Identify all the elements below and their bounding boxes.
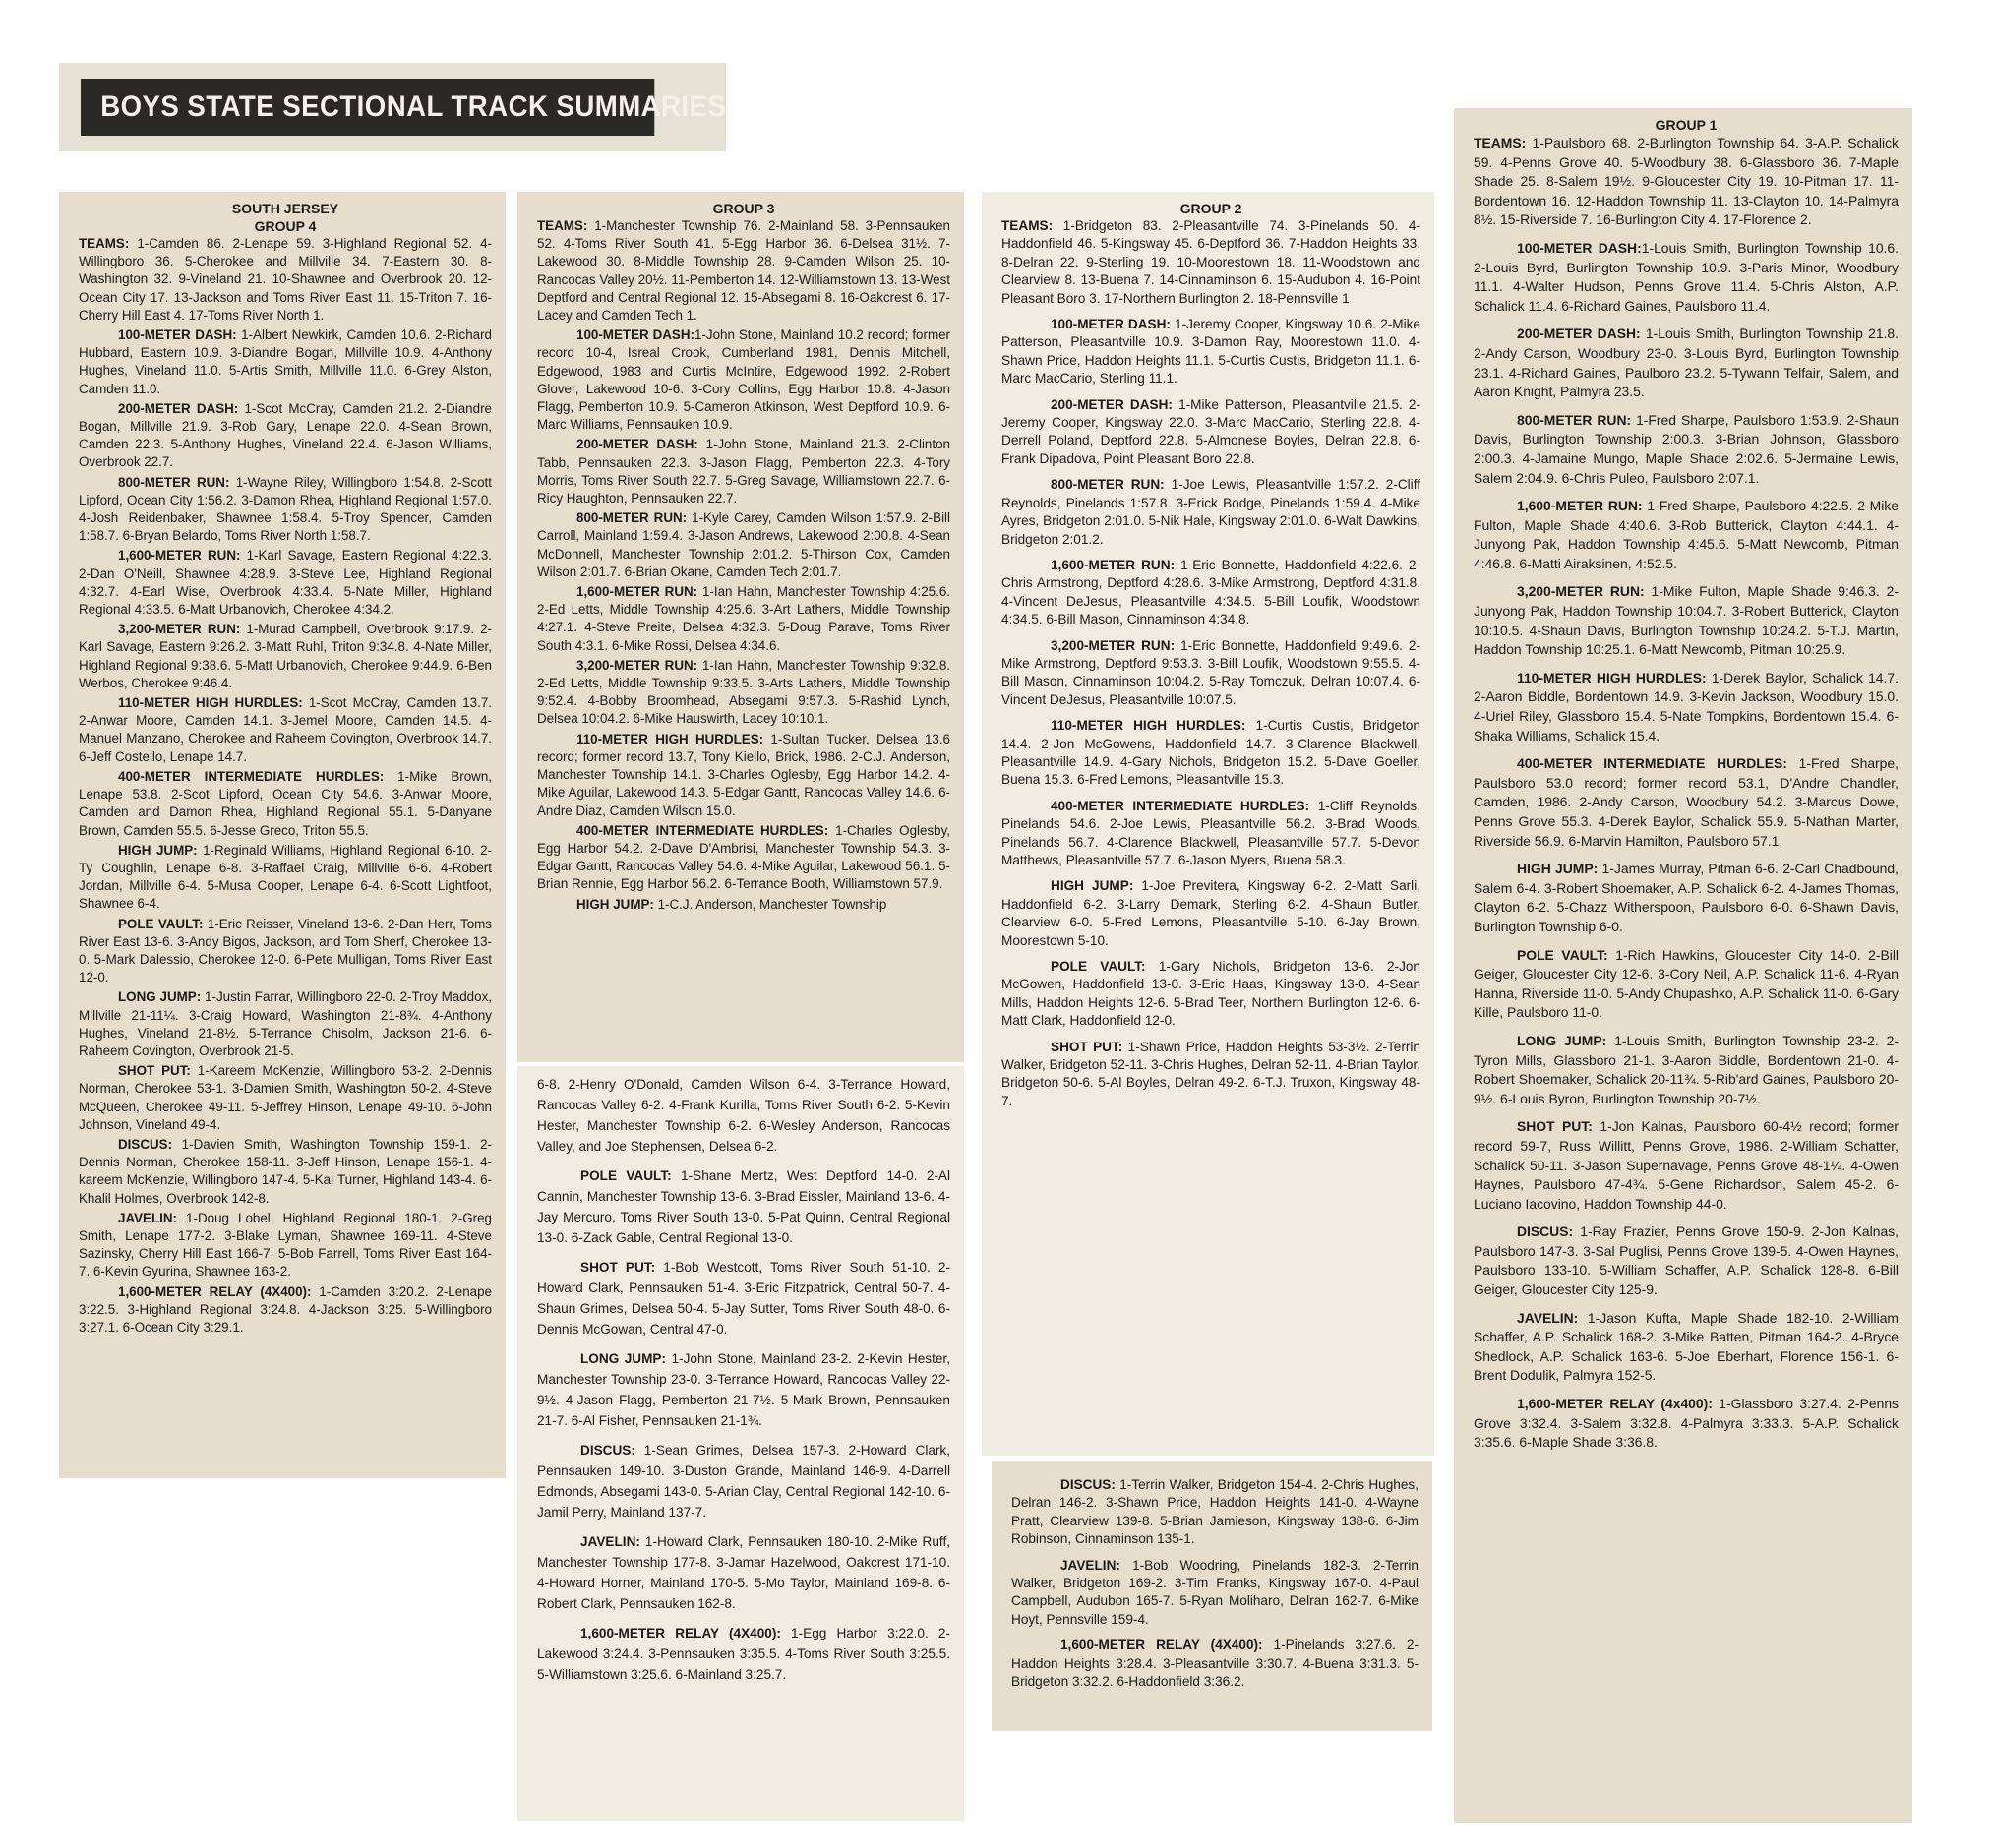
event-results: 1-Kareem McKenzie, Willingboro 53-2. 2-Dennis Norman, Cherokee 53-1. 3-Damien Smith, Washington 50-2. 4-Steve McQueen, Cherokee 49-11. 5-Jeffrey Hinson, Lenape 49-10. 6-John Johnson, Vineland 49-4. — [79, 1063, 492, 1132]
event-label: 400-METER INTERMEDIATE HURDLES: — [576, 822, 829, 838]
result-entry — [1474, 1222, 1899, 1299]
result-entry — [1474, 1309, 1899, 1386]
result-entry — [79, 547, 492, 619]
event-results: 1-Scot McCray, Camden 21.2. 2-Diandre Bogan, Millville 21.9. 3-Rob Gary, Lenape 22.0. 4-Sean Brown, Camden 22.3. 5-Anthony Hughes, Vineland 22.4. 6-Jason Williams, Overbrook 22.7. — [79, 400, 492, 470]
result-entry — [79, 988, 492, 1060]
event-results: 1-Charles Oglesby, Egg Harbor 54.2. 2-Dave D'Ambrisi, Manchester Township 54.3. 3-Edgar Gantt, Rancocas Valley 54.6. 4-Mike Aguilar, Lakewood 56.1. 5-Brian Rennie, Egg Harbor 56.2. 6-Terrance Booth, Williamstown 57.9. — [537, 822, 951, 892]
event-label: 100-METER DASH: — [1517, 239, 1642, 256]
event-label: 800-METER RUN: — [1517, 411, 1632, 428]
result-entry — [1474, 497, 1899, 573]
result-entry — [1474, 1032, 1899, 1108]
result-entry — [79, 621, 492, 692]
result-entry — [537, 583, 950, 655]
results-list — [1001, 217, 1420, 1110]
event-results: 1-Egg Harbor 3:22.0. 2-Lakewood 3:24.4. 3-Pennsauken 3:35.5. 4-Toms River South 3:25.5. 5-Williamstown 3:25.6. 6-Mainland 3:25.7. — [537, 1626, 950, 1682]
results-list — [537, 1074, 950, 1685]
clipping-group-1 — [1454, 108, 1912, 1823]
result-entry — [79, 768, 492, 840]
result-entry — [79, 400, 492, 472]
event-label: 110-METER HIGH HURDLES: — [118, 695, 303, 711]
result-entry — [537, 1074, 950, 1157]
event-results: 1-Jon Kalnas, Paulsboro 60-4½ record; former record 59-7, Russ Willitt, Penns Grove, 1986. 2-William Schatter, Schalick 50-11. 3-Jason Supernavage, Penns Grove 48-1¼. 4-Owen Haynes, Paulsboro 47-4¾. 5-Gene Richardson, Salem 45-2. 6-Luciano Iacovino, Haddon Township 44-0. — [1474, 1118, 1899, 1212]
event-results: 1-Eric Reisser, Vineland 13-6. 2-Dan Herr, Toms River East 13-6. 3-Andy Bigos, Jackson, and Tom Sherf, Cherokee 13-0. 5-Mark Dalessio, Cherokee 12-0. 6-Pete Mulligan, Toms River East 12-0. — [79, 916, 493, 985]
event-results: 1-Bob Woodring, Pinelands 182-3. 2-Terrin Walker, Bridgeton 169-2. 3-Tim Franks, Kingsway 167-0. 4-Paul Campbell, Audubon 165-7. 5-Ryan Moliharo, Delran 162-7. 6-Mike Hoyt, Pennsville 159-4. — [1011, 1557, 1419, 1627]
event-results: 1-Bridgeton 83. 2-Pleasantville 74. 3-Pinelands 50. 4-Haddonfield 46. 5-Kingsway 45. 6-Deptford 36. 7-Haddon Heights 33. 8-Delran 22. 9-Sterling 19. 10-Moorestown 18. 11-Woodstown and Clearview 8. 13-Buena 7. 14-Cinnaminson 6. 15-Audubon 4. 16-Point Pleasant Boro 3. 17-Northern Burlington 2. 18-Pennsville 1 — [1001, 218, 1420, 306]
event-label: 400-METER INTERMEDIATE HURDLES: — [1051, 798, 1310, 813]
event-label: 1,600-METER RELAY (4X400): — [118, 1283, 312, 1299]
result-entry — [1001, 958, 1420, 1031]
result-entry — [537, 1257, 950, 1340]
event-results: 1-Karl Savage, Eastern Regional 4:22.3. 2-Dan O'Neill, Shawnee 4:28.9. 3-Steve Lee, Highland Regional 4:32.7. 4-Earl Wise, Overbrook 4:33.4. 5-Nate Miller, Highland Regional 4:33.5. 6-Matt Urbanovich, Cherokee 4:34.2. — [79, 548, 492, 618]
event-results: 1-Murad Campbell, Overbrook 9:17.9. 2-Karl Savage, Eastern 9:26.2. 3-Matt Ruhl, Triton 9:34.8. 4-Nate Miller, Highland Regional 9:38.6. 5-Matt Urbanovich, Cherokee 9:44.9. 6-Ben Werbos, Cherokee 9:46.4. — [79, 622, 492, 690]
group-heading: GROUP 3 — [712, 201, 775, 216]
event-results: 1-Louis Smith, Burlington Township 10.6. 2-Louis Byrd, Burlington Township 10.9. 3-Paris Minor, Woodbury 11.1. 4-Walter Hudson, Penns Grove 11.4. 5-Chris Alston, A.P. Schalick 11.4. 6-Richard Gaines, Paulsboro 11.4. — [1474, 239, 1899, 314]
result-entry — [1474, 411, 1899, 488]
event-results: 1-John Stone, Mainland 21.3. 2-Clinton Tabb, Pennsauken 22.3. 3-Jason Flagg, Pemberton 22.3. 4-Tory Morris, Toms River South 22.7. 5-Greg Savage, Williamstown 22.7. 6-Ricy Haughton, Pennsauken 22.7. — [537, 437, 950, 507]
result-entry — [537, 1165, 950, 1248]
result-entry — [537, 1531, 950, 1614]
clipping-group-3 — [517, 192, 964, 1062]
event-results: 1-John Stone, Mainland 23-2. 2-Kevin Hester, Manchester Township 23-0. 3-Terrance Howard, Rancocas Valley 22-9½. 4-Jason Flagg, Pemberton 21-7½. 5-Mark Brown, Pennsauken 21-7. 6-Al Fisher, Pennsauken 21-1¾. — [537, 1351, 950, 1428]
event-results: 1-James Murray, Pitman 6-6. 2-Carl Chadbound, Salem 6-4. 3-Robert Shoemaker, A.P. Schalick 6-2. 4-James Thomas, Clayton 6-2. 5-Chazz Witherspoon, Paulsboro 6-0. 6-Shawn Davis, Burlington Township 6-0. — [1474, 861, 1899, 934]
event-label: JAVELIN: — [1060, 1557, 1120, 1573]
event-results: 1-Jeremy Cooper, Kingsway 10.6. 2-Mike Patterson, Pleasantville 10.9. 3-Damon Ray, Moorestown 11.0. 4-Shawn Price, Haddon Heights 11.1. 5-Curtis Custis, Bridgeton 11.1. 6-Marc MacCario, Sterling 11.1. — [1001, 317, 1420, 387]
result-entry — [1474, 1117, 1899, 1214]
event-results: 1-Ray Frazier, Penns Grove 150-9. 2-Jon Kalnas, Paulsboro 147-3. 3-Sal Puglisi, Penns Grove 139-5. 4-Owen Haynes, Paulsboro 133-10. 5-William Schaffer, A.P. Schalick 128-8. 6-Bill Geiger, Gloucester City 125-9. — [1474, 1223, 1899, 1298]
results-list — [1011, 1476, 1419, 1691]
result-entry — [1011, 1637, 1419, 1691]
result-entry — [79, 1283, 492, 1338]
group-heading: GROUP 4 — [254, 218, 317, 234]
event-label: 3,200-METER RUN: — [118, 622, 241, 637]
event-label: JAVELIN: — [1517, 1309, 1579, 1326]
event-label: 100-METER DASH: — [118, 328, 237, 343]
result-entry — [1474, 325, 1899, 401]
result-entry — [1001, 217, 1420, 308]
event-results: 1-Fred Sharpe, Paulsboro 1:53.9. 2-Shaun Davis, Burlington Township 2:00.3. 3-Brian Johnson, Glassboro 2:00.3. 4-Jamaine Mungo, Maple Shade 2:02.6. 5-Jermaine Lewis, Salem 2:04.9. 6-Chris Puleo, Paulsboro 2:07.1. — [1474, 411, 1900, 486]
event-results: 1-Shawn Price, Haddon Heights 53-3½. 2-Terrin Walker, Bridgeton 52-11. 3-Chris Hughes, Delran 52-11. 4-Brian Taylor, Bridgeton 50-6. 5-Al Boyles, Delran 49-2. 6-T.J. Truxon, Kingsway 48-7. — [1001, 1039, 1420, 1108]
result-entry — [1001, 877, 1420, 950]
results-list — [537, 217, 950, 914]
result-entry — [1011, 1557, 1419, 1630]
result-entry — [1474, 754, 1899, 851]
event-label: 1,600-METER RUN: — [576, 584, 698, 600]
event-label: 110-METER HIGH HURDLES: — [1051, 718, 1246, 734]
result-entry — [537, 217, 950, 325]
event-label: 110-METER HIGH HURDLES: — [576, 731, 764, 746]
event-label: 200-METER DASH: — [576, 437, 698, 452]
event-label: 100-METER DASH: — [1051, 317, 1171, 332]
result-entry — [1001, 798, 1420, 870]
result-entry — [79, 916, 492, 987]
event-label: DISCUS: — [580, 1443, 635, 1458]
event-results: 1-Louis Smith, Burlington Township 23-2. 2-Tyron Mills, Glassboro 21-1. 3-Aaron Biddle, Bordentown 21-0. 4-Robert Shoemaker, Schalick 20-11¾. 5-Rib'ard Gaines, Paulsboro 20-9½. 6-Louis Byron, Burlington Township 20-7½. — [1474, 1032, 1899, 1106]
event-label: LONG JUMP: — [1517, 1032, 1607, 1048]
event-results: 1-Wayne Riley, Willingboro 1:54.8. 2-Scott Lipford, Ocean City 1:56.2. 3-Damon Rhea, Highland Regional 1:57.0. 4-Josh Reidenbaker, Shawnee 1:58.4. 5-Troy Spencer, Camden 1:58.7. 6-Bryan Belardo, Toms River North 1:58.7. — [79, 474, 493, 544]
event-label: POLE VAULT: — [580, 1168, 672, 1183]
event-label: DISCUS: — [1517, 1223, 1574, 1240]
result-entry — [79, 1136, 492, 1208]
result-entry — [537, 731, 950, 820]
result-entry — [79, 1210, 492, 1282]
event-results: 1-Sean Grimes, Delsea 157-3. 2-Howard Clark, Pennsauken 149-10. 3-Duston Grande, Mainland 146-9. 4-Darrell Edmonds, Absegami 143-0. 5-Arian Clay, Central Regional 142-10. 6-Jamil Perry, Mainland 137-7. — [537, 1443, 950, 1520]
event-results: 1-Ian Hahn, Manchester Township 4:25.6. 2-Ed Letts, Middle Township 4:25.6. 3-Art Lathers, Middle Township 4:27.1. 4-Steve Preite, Delsea 4:32.3. 5-Doug Parave, Toms River South 4:3.1. 6-Mike Rossi, Delsea 4:34.6. — [537, 584, 950, 653]
event-label: POLE VAULT: — [1517, 946, 1608, 963]
result-entry — [1001, 1039, 1420, 1111]
event-label: HIGH JUMP: — [118, 842, 198, 858]
event-results: 1-Mike Fulton, Maple Shade 9:46.3. 2-Junyong Pak, Haddon Township 10:04.7. 3-Robert Butterick, Clayton 10:10.5. 4-Shaun Davis, Burlington Township 10:24.2. 5-T.J. Martin, Haddon Township 10:25.1. 6-Matt Newcomb, Pitman 10:25.9. — [1474, 583, 1899, 658]
event-label: TEAMS: — [1474, 135, 1527, 150]
event-label: TEAMS: — [79, 236, 130, 251]
result-entry — [1474, 669, 1899, 745]
group-heading: GROUP 2 — [1179, 201, 1242, 216]
event-label: DISCUS: — [118, 1136, 173, 1152]
result-entry — [79, 842, 492, 914]
result-entry — [1001, 316, 1420, 388]
event-results: 1-Sultan Tucker, Delsea 13.6 record; former record 13.7, Tony Kiello, Brick, 1986. 2-C.J. Anderson, Manchester Township 14.1. 3-Charles Oglesby, Egg Harbor 14.2. 4-Mike Aguilar, Lakewood 14.3. 5-Edgar Gantt, Rancocas Valley 14.6. 6-Andre Diaz, Camden Wilson 15.0. — [537, 731, 951, 818]
event-label: 400-METER INTERMEDIATE HURDLES: — [118, 768, 385, 784]
event-label: 1,600-METER RUN: — [118, 548, 241, 564]
group-heading: GROUP 1 — [1655, 117, 1718, 133]
event-results: 1-Camden 86. 2-Lenape 59. 3-Highland Regional 52. 4-Willingboro 36. 5-Cherokee and Millville 34. 7-Eastern 30. 8-Washington 32. 9-Vineland 21. 10-Shawnee and Overbrook 20. 12-Ocean City 17. 13-Jackson and Toms River East 11. 15-Triton 7. 16-Cherry Hill East 4. 17-Toms River North 1. — [79, 236, 492, 323]
result-entry — [1001, 717, 1420, 790]
result-entry — [79, 235, 492, 325]
event-label: 1,600-METER RUN: — [1517, 498, 1643, 514]
event-label: TEAMS: — [1001, 218, 1054, 233]
event-label: LONG JUMP: — [580, 1351, 667, 1366]
result-entry — [537, 1348, 950, 1431]
event-results: 1-Paulsboro 68. 2-Burlington Township 64. 3-A.P. Schalick 59. 4-Penns Grove 40. 5-Woodbury 38. 6-Glassboro 36. 7-Maple Shade 25. 8-Salem 19½. 9-Gloucester City 19. 10-Pitman 17. 11-Bordentown 16. 12-Haddon Township 11. 13-Clayton 10. 14-Palmyra 8½. 15-Riverside 7. 16-Burlington City 4. 17-Florence 2. — [1474, 135, 1899, 228]
event-label: 200-METER DASH: — [118, 400, 239, 416]
event-label: SHOT PUT: — [118, 1063, 191, 1079]
result-entry — [1001, 637, 1420, 710]
event-label: 3,200-METER RUN: — [576, 657, 698, 673]
headline-title: BOYS STATE SECTIONAL TRACK SUMMARIES — [81, 79, 654, 136]
event-results: 1-Howard Clark, Pennsauken 180-10. 2-Mike Ruff, Manchester Township 177-8. 3-Jamar Hazelwood, Oakcrest 171-10. 4-Howard Horner, Mainland 170-5. 5-Mo Taylor, Mainland 169-8. 6-Robert Clark, Pennsauken 162-8. — [537, 1534, 950, 1611]
result-entry — [79, 474, 492, 546]
event-results: 1-Eric Bonnette, Haddonfield 9:49.6. 2-Mike Armstrong, Deptford 9:53.3. 3-Bill Loufik, Woodstown 9:55.5. 4-Bill Mason, Cinnaminson 10:04.2. 5-Ray Tomczuk, Delran 10:07.4. 6-Vincent DeJesus, Pleasantville 10:07.5. — [1001, 637, 1420, 707]
result-entry — [537, 1623, 950, 1685]
event-label: SHOT PUT: — [1517, 1118, 1593, 1135]
event-results: 1-Mike Brown, Lenape 53.8. 2-Scot Lipford, Ocean City 54.6. 3-Anwar Moore, Camden and Damon Rhea, Highland Regional 55.1. 5-Danyane Brown, Camden 55.5. 6-Jesse Greco, Triton 55.5. — [79, 768, 492, 838]
event-label: 800-METER RUN: — [118, 474, 230, 490]
event-label: JAVELIN: — [118, 1210, 178, 1225]
event-results: 1-Rich Hawkins, Gloucester City 14-0. 2-Bill Geiger, Gloucester City 12-6. 3-Cory Neil, A.P. Schalick 11-6. 4-Ryan Hanna, Riverside 11-0. 5-Andy Chupashko, A.P. Schalick 11-0. 6-Gary Kille, Paulsboro 11-0. — [1474, 946, 1900, 1021]
event-results: 1-Fred Sharpe, Paulsboro 53.0 record; former record 53.1, D'Andre Chandler, Camden, 1986. 2-Andy Carson, Woodbury 54.2. 3-Marcus Dowe, Penns Grove 55.3. 4-Derek Baylor, Schalick 55.9. 5-Nathan Marter, Riverside 56.9. 6-Marvin Hamilton, Paulsboro 57.1. — [1474, 755, 1899, 849]
event-results: 1-Pinelands 3:27.6. 2-Haddon Heights 3:28.4. 3-Pleasantville 3:30.7. 4-Buena 3:31.3. 5-Bridgeton 3:32.2. 6-Haddonfield 3:36.2. — [1011, 1638, 1419, 1690]
region-heading: SOUTH JERSEY — [231, 201, 339, 216]
results-list — [1474, 134, 1899, 1453]
event-results: 1-Gary Nichols, Bridgeton 13-6. 2-Jon McGowen, Haddonfield 13-0. 3-Eric Haas, Kingsway 13-0. 4-Sean Mills, Haddon Heights 12-6. 5-Brad Teer, Northern Burlington 12-6. 6-Matt Clark, Haddonfield 12-0. — [1001, 959, 1420, 1029]
event-results: 1-John Stone, Mainland 10.2 record; former record 10-4, Isreal Crook, Cumberland 1981, Dennis Mitchell, Edgewood, 1983 and Curtis McIntire, Edgewood 1992. 2-Robert Glover, Lakewood 10-6. 3-Cory Collins, Egg Harbor 10.8. 4-Jason Flagg, Pemberton 10.9. 5-Cameron Atkinson, West Deptford 10.9. 6-Marc Williams, Pennsauken 10.9. — [537, 328, 951, 433]
event-results: 1-Derek Baylor, Schalick 14.7. 2-Aaron Biddle, Bordentown 14.9. 3-Kevin Jackson, Woodbury 15.0. 4-Uriel Riley, Glassboro 15.4. 5-Nate Tompkins, Bordentown 15.4. 6-Shaka Williams, Schalick 15.4. — [1474, 669, 1899, 744]
clipping-group-2-continued — [992, 1461, 1432, 1731]
event-results: 1-Camden 3:20.2. 2-Lenape 3:22.5. 3-Highland Regional 3:24.8. 4-Jackson 3:25. 5-Willingboro 3:27.1. 6-Ocean City 3:29.1. — [79, 1283, 492, 1335]
result-entry — [1001, 557, 1420, 629]
event-results: 1-Justin Farrar, Willingboro 22-0. 2-Troy Maddox, Millville 21-11¼. 3-Craig Howard, Washington 21-8¾. 4-Anthony Hughes, Vineland 21-8½. 5-Terrance Chisolm, Jackson 21-6. 6-Raheem Covington, Overbrook 21-5. — [79, 989, 492, 1058]
event-results: 1-Louis Smith, Burlington Township 21.8. 2-Andy Carson, Woodbury 23-0. 3-Louis Byrd, Burlington Township 23.1. 4-Richard Gaines, Paulboro 23.2. 5-Tywann Telfair, Salem, and Aaron Knight, Palmyra 23.5. — [1474, 326, 1899, 400]
event-label: SHOT PUT: — [580, 1260, 656, 1275]
result-entry — [1474, 134, 1899, 230]
event-results: 1-Cliff Reynolds, Pinelands 54.6. 2-Joe Lewis, Pleasantville 56.2. 3-Brad Woods, Pinelands 56.7. 4-Clarence Blackwell, Pleasantville 57.7. 5-Devon Matthews, Pleasantville 57.7. 6-Jason Myers, Buena 58.3. — [1001, 798, 1420, 867]
event-results: 1-Albert Newkirk, Camden 10.6. 2-Richard Hubbard, Eastern 10.9. 3-Diandre Bogan, Millville 10.9. 4-Anthony Hughes, Vineland 11.0. 5-Artis Smith, Millville 11.0. 6-Grey Alston, Camden 11.0. — [79, 328, 493, 396]
event-results: 1-Bob Westcott, Toms River South 51-10. 2-Howard Clark, Pennsauken 51-4. 3-Eric Fitzpatrick, Central 50-7. 4-Shaun Grimes, Delsea 50-4. 5-Jay Sutter, Toms River South 48-0. 6-Dennis McGowan, Central 47-0. — [537, 1260, 950, 1337]
result-entry — [537, 509, 950, 581]
event-results: 1-Ian Hahn, Manchester Township 9:32.8. 2-Ed Letts, Middle Township 9:33.5. 3-Arts Lathers, Middle Township 9:52.4. 4-Bobby Broomhead, Absegami 9:57.3. 5-Rashid Lynch, Delsea 10:04.2. 6-Mike Hauswirth, Lacey 10:10.1. — [537, 657, 950, 727]
event-label: 1,600-METER RELAY (4X400): — [1060, 1638, 1263, 1653]
event-results: 1-Manchester Township 76. 2-Mainland 58. 3-Pennsauken 52. 4-Toms River South 41. 5-Egg Harbor 36. 6-Delsea 31½. 7-Lakewood 30. 8-Middle Township 28. 9-Camden Wilson 25. 10-Rancocas Valley 20½. 11-Pemberton 14. 12-Williamstown 13. 13-West Deptford and Central Regional 12. 15-Absegami 8. 16-Oakcrest 6. 17-Lacey and Camden Tech 1. — [537, 218, 950, 324]
event-results: 1-Kyle Carey, Camden Wilson 1:57.9. 2-Bill Carroll, Mainland 1:59.4. 3-Jason Andrews, Lakewood 2:00.8. 4-Sean McDonnell, Manchester Township 2:01.2. 5-Thirson Cox, Camden Wilson 2:01.7. 6-Brian Okane, Camden Tech 2:01.7. — [537, 510, 951, 579]
event-label: LONG JUMP: — [118, 989, 202, 1005]
event-results: 1-Shane Mertz, West Deptford 14-0. 2-Al Cannin, Manchester Township 13-6. 3-Brad Eissler, Mainland 13-6. 4-Jay Mercuro, Toms River South 13-0. 5-Pat Quinn, Central Regional 13-0. 6-Zack Gable, Central Regional 13-0. — [537, 1168, 950, 1245]
event-results: 1-Doug Lobel, Highland Regional 180-1. 2-Greg Smith, Lenape 177-2. 3-Blake Lyman, Shawnee 169-11. 4-Steve Sazinsky, Cherry Hill East 166-7. 5-Bob Farrell, Toms River East 164-7. 6-Kevin Gyurina, Shawnee 163-2. — [79, 1210, 492, 1280]
event-label: 800-METER RUN: — [576, 510, 688, 526]
event-results: 1-Eric Bonnette, Haddonfield 4:22.6. 2-Chris Armstrong, Deptford 4:28.6. 3-Mike Armstrong, Deptford 4:31.8. 4-Vincent DeJesus, Pleasantville 4:34.5. 5-Bill Loufik, Woodstown 4:34.5. 6-Bill Mason, Cinnaminson 4:34.8. — [1001, 557, 1420, 627]
event-label: 1,600-METER RUN: — [1051, 557, 1176, 572]
event-results: 1-Joe Previtera, Kingsway 6-2. 2-Matt Sarli, Haddonfield 6-2. 3-Larry Demark, Sterling 6-2. 4-Shaun Butler, Clearview 6-0. 5-Fred Lemons, Pleasantville 5-10. 6-Jay Brown, Moorestown 5-10. — [1001, 878, 1420, 948]
event-results: 1-Joe Lewis, Pleasantville 1:57.2. 2-Cliff Reynolds, Pinelands 1:57.8. 3-Erick Bodge, Pinelands 1:59.4. 4-Mike Ayres, Bridgeton 2:01.0. 5-Nik Hale, Kingsway 2:01.0. 6-Walt Dawkins, Bridgeton 2:01.2. — [1001, 477, 1421, 547]
result-entry — [79, 694, 492, 766]
event-results: 1-Terrin Walker, Bridgeton 154-4. 2-Chris Hughes, Delran 146-2. 3-Shawn Price, Haddon Heights 141-0. 4-Wayne Pratt, Clearview 139-8. 5-Brian Jamieson, Kingsway 138-6. 6-Jim Robinson, Cinnaminson 135-1. — [1011, 1477, 1419, 1547]
event-label: DISCUS: — [1060, 1477, 1116, 1492]
event-label: HIGH JUMP: — [1051, 878, 1134, 894]
result-entry — [1474, 582, 1899, 659]
event-label: 400-METER INTERMEDIATE HURDLES: — [1517, 755, 1787, 772]
event-results: 1-Glassboro 3:27.4. 2-Penns Grove 3:32.4. 3-Salem 3:32.8. 4-Palmyra 3:33.3. 5-A.P. Schalick 3:35.6. 6-Maple Shade 3:36.8. — [1474, 1396, 1899, 1451]
result-entry — [79, 327, 492, 398]
result-entry — [1474, 946, 1899, 1023]
result-entry — [1474, 860, 1899, 936]
result-entry — [537, 1440, 950, 1522]
event-label: 3,200-METER RUN: — [1051, 637, 1176, 653]
event-label: 110-METER HIGH HURDLES: — [1517, 669, 1707, 686]
results-list — [79, 235, 492, 1337]
event-results: 1-Scot McCray, Camden 13.7. 2-Anwar Moore, Camden 14.1. 3-Jemel Moore, Camden 14.5. 4-Manuel Manzano, Cherokee and Raheem Covington, Overbrook 14.7. 6-Jeff Costello, Lenape 14.7. — [79, 695, 493, 764]
event-label: 800-METER RUN: — [1051, 477, 1165, 493]
headline-banner — [59, 63, 726, 151]
result-entry — [1011, 1476, 1419, 1549]
event-label: POLE VAULT: — [118, 916, 204, 931]
event-label: 200-METER DASH: — [1517, 326, 1641, 342]
result-entry — [537, 657, 950, 729]
event-results: 6-8. 2-Henry O'Donald, Camden Wilson 6-4. 3-Terrance Howard, Rancocas Valley 6-2. 4-Frank Kurilla, Toms River South 6-2. 5-Kevin Hester, Manchester Township 6-2. 6-Wesley Anderson, Rancocas Valley, and Joe Stephensen, Delsea 6-2. — [537, 1077, 950, 1154]
event-label: POLE VAULT: — [1051, 959, 1146, 975]
clipping-group-4 — [59, 192, 506, 1478]
event-results: 1-Mike Patterson, Pleasantville 21.5. 2-Jeremy Cooper, Kingsway 22.0. 3-Marc MacCario, Sterling 22.8. 4-Derrell Poland, Deptford 22.8. 5-Almonese Boyles, Delran 22.8. 6-Frank Dipadova, Point Pleasant Boro 22.8. — [1001, 396, 1421, 466]
event-results: 1-Reginald Williams, Highland Regional 6-10. 2-Ty Coughlin, Lenape 6-8. 3-Raffael Craig, Millville 6-6. 4-Robert Jordan, Millville 6-4. 5-Musa Cooper, Lenape 6-4. 6-Scott Lightfoot, Shawnee 6-4. — [79, 842, 492, 912]
result-entry — [1474, 239, 1899, 316]
event-label: HIGH JUMP: — [576, 896, 654, 912]
result-entry — [1474, 1395, 1899, 1453]
result-entry — [79, 1062, 492, 1134]
event-label: 1,600-METER RELAY (4X400): — [580, 1626, 781, 1640]
event-label: 100-METER DASH: — [576, 328, 694, 343]
result-entry — [537, 327, 950, 434]
clipping-group-2 — [982, 192, 1434, 1456]
event-label: 3,200-METER RUN: — [1517, 583, 1645, 600]
result-entry — [537, 436, 950, 507]
event-results: 1-Curtis Custis, Bridgeton 14.4. 2-Jon McGowens, Haddonfield 14.7. 3-Clarence Blackwell, Pleasantville 14.9. 4-Gary Nichols, Bridgeton 15.2. 5-Dave Goeller, Buena 15.3. 6-Fred Lemons, Pleasantville 15.3. — [1001, 718, 1420, 788]
event-label: TEAMS: — [537, 218, 588, 233]
clipping-group-3-continued — [517, 1066, 964, 1821]
event-label: SHOT PUT: — [1051, 1039, 1123, 1054]
event-label: 200-METER DASH: — [1051, 396, 1173, 412]
event-results: 1-Jason Kufta, Maple Shade 182-10. 2-William Schaffer, A.P. Schalick 168-2. 3-Mike Batten, Pitman 164-2. 4-Bryce Shedlock, A.P. Schalick 163-6. 5-Joe Eberhart, Florence 156-1. 6-Brent Dodulik, Palmyra 152-5. — [1474, 1309, 1899, 1384]
result-entry — [1001, 396, 1420, 469]
event-results: 1-C.J. Anderson, Manchester Township — [653, 896, 887, 912]
event-results: 1-Davien Smith, Washington Township 159-1. 2-Dennis Norman, Cherokee 158-11. 3-Jeff Hinson, Lenape 156-1. 4-kareem McKenzie, Willingboro 147-4. 5-Kai Turner, Highland 143-4. 6-Khalil Holmes, Overbrook 142-8. — [79, 1136, 492, 1206]
event-label: 1,600-METER RELAY (4x400): — [1517, 1396, 1713, 1412]
event-label: JAVELIN: — [580, 1534, 640, 1549]
result-entry — [537, 822, 950, 894]
event-label: HIGH JUMP: — [1517, 861, 1599, 877]
event-results: 1-Fred Sharpe, Paulsboro 4:22.5. 2-Mike Fulton, Maple Shade 4:40.6. 3-Rob Butterick, Clayton 4:44.1. 4-Junyong Pak, Haddon Township 4:45.6. 5-Matt Newcomb, Pitman 4:46.8. 6-Matti Airaksinen, 4:52.5. — [1474, 498, 1899, 571]
result-entry — [537, 896, 950, 914]
result-entry — [1001, 476, 1420, 549]
